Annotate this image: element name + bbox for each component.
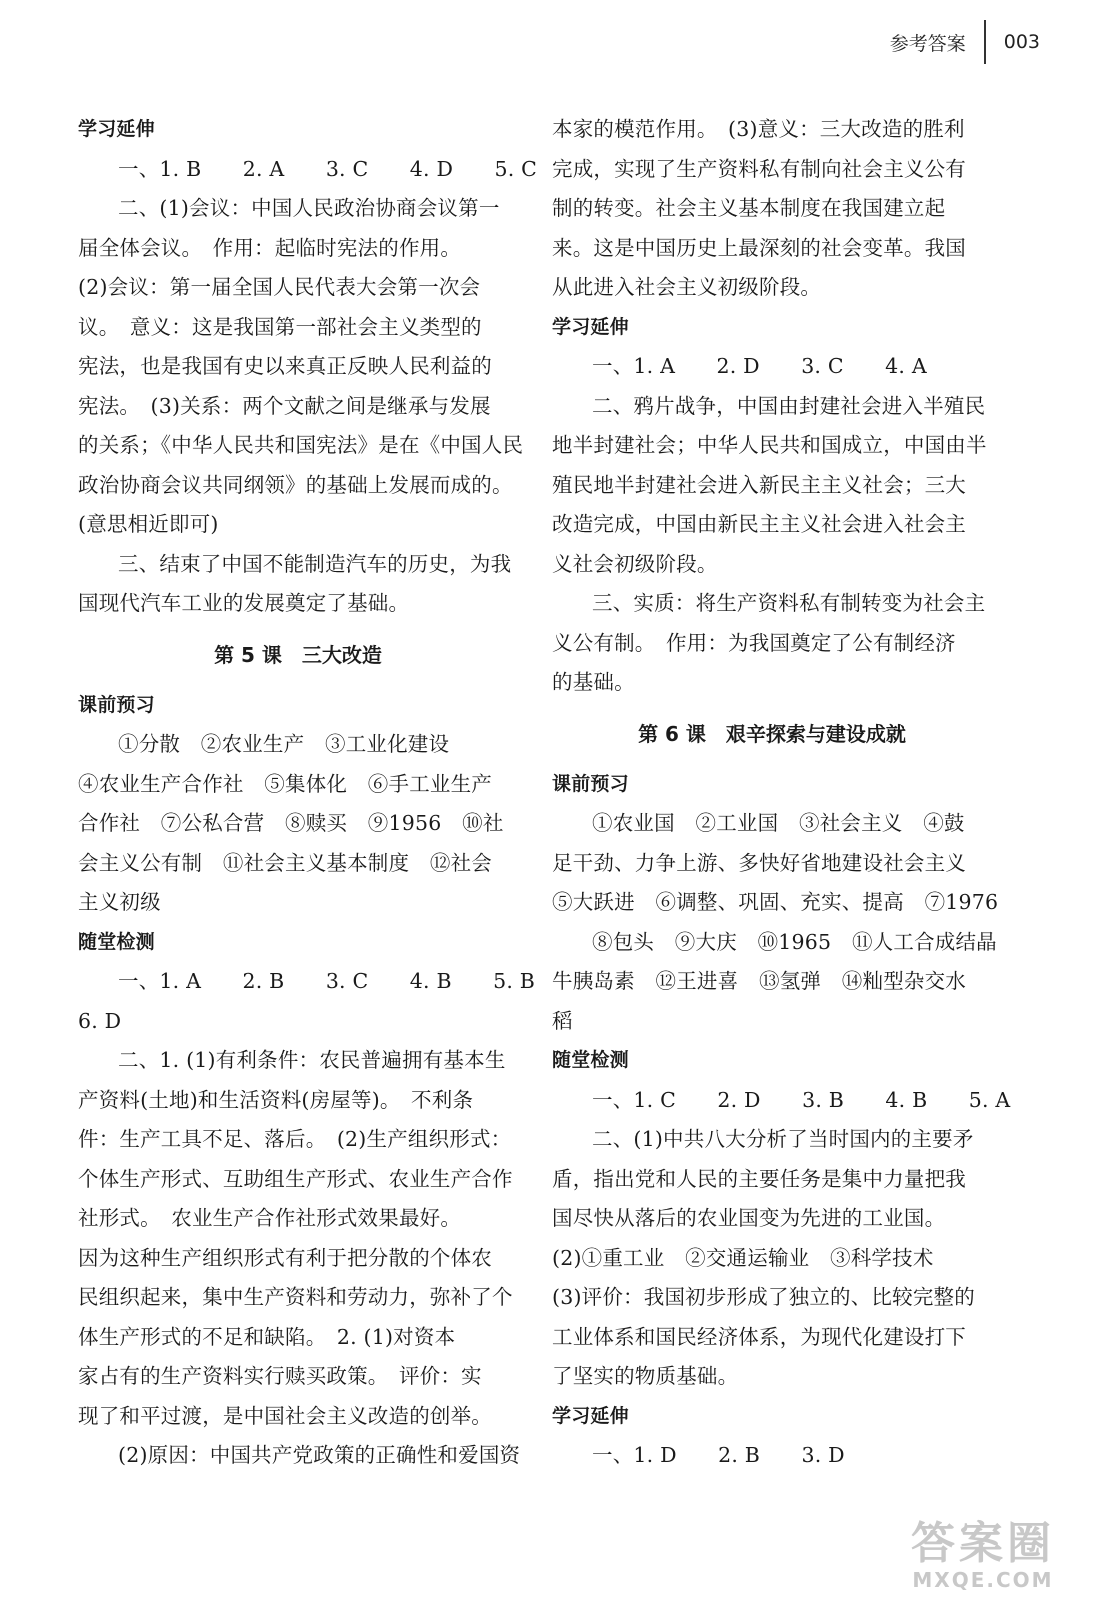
answer-line: 产资料(土地)和生活资料(房屋等)。 不利条 (78, 1087, 474, 1112)
answer-line: 殖民地半封建社会进入新民主主义社会；三大 (552, 472, 966, 497)
answer-line: 国现代汽车工业的发展奠定了基础。 (78, 591, 410, 615)
answer-line: 主义初级 (78, 890, 161, 914)
answer-line: 二、(1)中共八大分析了当时国内的主要矛 (592, 1127, 974, 1151)
answer-line: (2)会议：第一届全国人民代表大会第一次会 (78, 275, 481, 299)
answer-line: 一、1. A 2. B 3. C 4. B 5. B (118, 969, 536, 993)
answer-line: 盾，指出党和人民的主要任务是集中力量把我 (552, 1166, 966, 1191)
section-heading: 随堂检测 (552, 1049, 629, 1071)
answer-line: 二、1. (1)有利条件：农民普遍拥有基本生 (118, 1048, 506, 1072)
answer-line: 来。这是中国历史上最深刻的社会变革。我国 (552, 235, 966, 260)
answer-line: 合作社 ⑦公私合营 ⑧赎买 ⑨1956 ⑩社 (78, 811, 504, 835)
left-column (78, 110, 538, 1476)
answer-line: (2)原因：中国共产党政策的正确性和爱国资 (118, 1443, 521, 1467)
answer-line: 了坚实的物质基础。 (552, 1364, 739, 1388)
answer-line: 6. D (78, 1008, 122, 1033)
section-heading: 课前预习 (78, 693, 155, 716)
answer-line: 工业体系和国民经济体系，为现代化建设打下 (552, 1324, 966, 1349)
watermark-url: MXQE.COM (912, 1568, 1054, 1592)
answer-line: 稻 (552, 1008, 573, 1033)
answer-line: 足干劲、力争上游、多快好省地建设社会主义 (552, 850, 966, 875)
answer-line: 民组织起来，集中生产资料和劳动力，弥补了个 (78, 1285, 513, 1309)
answer-line: 国尽快从落后的农业国变为先进的工业国。 (552, 1206, 946, 1230)
answer-line: 三、结束了中国不能制造汽车的历史，为我 (118, 551, 512, 576)
section-heading: 学习延伸 (552, 315, 629, 338)
answer-line: 义公有制。 作用：为我国奠定了公有制经济 (552, 630, 956, 655)
answer-line: 社形式。 农业生产合作社形式效果最好。 (78, 1206, 462, 1230)
section-heading: 课前预习 (552, 772, 629, 795)
answer-line: 一、1. D 2. B 3. D (592, 1443, 845, 1467)
answer-line: 现了和平过渡，是中国社会主义改造的创举。 (78, 1403, 492, 1428)
answer-line: 改造完成，中国由新民主主义社会进入社会主 (552, 512, 966, 536)
right-column (552, 110, 1011, 1476)
answer-line: (意思相近即可) (78, 512, 219, 536)
page-number: 003 (1003, 31, 1040, 53)
answer-line: 地半封建社会；中华人民共和国成立，中国由半 (552, 433, 987, 457)
answer-line: 完成，实现了生产资料私有制向社会主义公有 (552, 156, 966, 181)
section-heading: 学习延伸 (78, 118, 155, 140)
answer-line: (2)①重工业 ②交通运输业 ③科学技术 (552, 1245, 934, 1270)
answer-line: 因为这种生产组织形式有利于把分散的个体农 (78, 1245, 492, 1270)
answer-line: 个体生产形式、互助组生产形式、农业生产合作 (78, 1166, 513, 1191)
answer-line: 一、1. A 2. D 3. C 4. A (592, 354, 927, 378)
answer-line: 本家的模范作用。 (3)意义：三大改造的胜利 (552, 117, 965, 141)
answer-line: 三、实质：将生产资料私有制转变为社会主 (592, 591, 986, 615)
answer-line: 议。 意义：这是我国第一部社会主义类型的 (78, 314, 482, 339)
answer-line: ①分散 ②农业生产 ③工业化建设 (118, 732, 450, 756)
answer-line: 一、1. C 2. D 3. B 4. B 5. A (592, 1087, 1011, 1112)
answer-line: 从此进入社会主义初级阶段。 (552, 275, 822, 299)
answer-line: 二、鸦片战争，中国由封建社会进入半殖民 (592, 393, 986, 418)
answer-line: (3)评价：我国初步形成了独立的、比较完整的 (552, 1285, 975, 1309)
header-title: 参考答案 (889, 32, 966, 55)
answer-line: 义社会初级阶段。 (552, 551, 718, 576)
answer-line: ⑤大跃进 ⑥调整、巩固、充实、提高 ⑦1976 (552, 890, 999, 914)
answer-line: 牛胰岛素 ⑫王进喜 ⑬氢弹 ⑭籼型杂交水 (552, 969, 966, 993)
answer-line: 的基础。 (552, 670, 635, 694)
header-divider (984, 20, 986, 64)
answer-line: 会主义公有制 ⑪社会主义基本制度 ⑫社会 (78, 850, 492, 875)
answer-line: ①农业国 ②工业国 ③社会主义 ④鼓 (592, 811, 965, 835)
answer-line: 宪法。 (3)关系：两个文献之间是继承与发展 (78, 393, 491, 418)
answer-line: 体生产形式的不足和缺陷。 2. (1)对资本 (78, 1324, 456, 1349)
section-heading: 随堂检测 (78, 930, 155, 953)
watermark-logo (878, 1520, 1088, 1592)
answer-line: 二、(1)会议：中国人民政治协商会议第一 (118, 196, 500, 220)
page-header (890, 22, 1040, 62)
answer-line: ④农业生产合作社 ⑤集体化 ⑥手工业生产 (78, 771, 492, 796)
answer-line: 家占有的生产资料实行赎买政策。 评价：实 (78, 1364, 482, 1388)
answer-line: 届全体会议。 作用：起临时宪法的作用。 (78, 235, 462, 260)
section-heading: 学习延伸 (552, 1404, 629, 1427)
watermark-text: 答案圈 (911, 1518, 1055, 1569)
answer-line: 宪法，也是我国有史以来真正反映人民利益的 (78, 354, 492, 378)
lesson-title: 第 6 课 艰辛探索与建设成就 (638, 721, 906, 746)
answer-line: 政治协商会议共同纲领》的基础上发展而成的。 (78, 472, 513, 497)
answer-line: 件：生产工具不足、落后。 (2)生产组织形式： (78, 1127, 512, 1151)
lesson-title: 第 5 课 三大改造 (214, 642, 382, 667)
answer-line: 的关系；《中华人民共和国宪法》是在《中国人民 (78, 433, 524, 457)
answer-line: ⑧包头 ⑨大庆 ⑩1965 ⑪人工合成结晶 (592, 929, 997, 954)
answer-line: 一、1. B 2. A 3. C 4. D 5. C (118, 156, 538, 181)
answer-line: 制的转变。社会主义基本制度在我国建立起 (552, 196, 946, 220)
